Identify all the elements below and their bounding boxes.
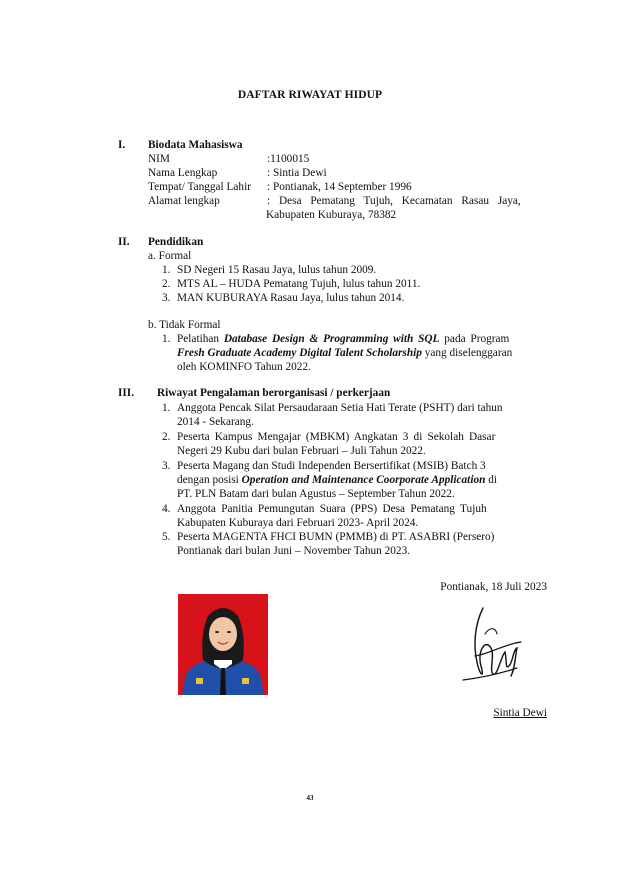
place-and-date: Pontianak, 18 Juli 2023 (440, 581, 547, 593)
bio-value-nim: :1100015 (267, 153, 310, 165)
formal-item-1: SD Negeri 15 Rasau Jaya, lulus tahun 2009. (177, 264, 377, 276)
formal-item-1-number: 1. (162, 264, 171, 276)
bio-label-address: Alamat lengkap (148, 195, 220, 207)
bio-value-address-line2: Kabupaten Kuburaya, 78382 (266, 209, 397, 221)
section-3-number: III. (118, 387, 135, 399)
nonformal-label: b. Tidak Formal (148, 319, 221, 331)
bio-label-birth: Tempat/ Tanggal Lahir (148, 181, 251, 193)
experience-2-number: 2. (162, 431, 171, 443)
signature-image (455, 604, 525, 690)
experience-4-line2: Kabupaten Kuburaya dari Februari 2023- April 2024. (177, 517, 419, 529)
experience-1-line1: Anggota Pencak Silat Persaudaraan Setia Hati Terate (PSHT) dari tahun (177, 402, 503, 414)
profile-photo (178, 594, 268, 695)
section-3-heading: Riwayat Pengalaman berorganisasi / perkerjaan (157, 387, 391, 399)
bio-value-name: : Sintia Dewi (267, 167, 327, 179)
formal-item-2: MTS AL – HUDA Pematang Tujuh, lulus tahun 2011. (177, 278, 421, 290)
bio-value-address: : Desa Pematang Tujuh, Kecamatan Rasau Jaya, (267, 195, 521, 207)
page-number: 43 (306, 794, 314, 802)
experience-2-line2: Negeri 29 Kubu dari bulan Februari – Juli Tahun 2022. (177, 445, 426, 457)
experience-1-number: 1. (162, 402, 171, 414)
formal-item-3-number: 3. (162, 292, 171, 304)
section-1-heading: Biodata Mahasiswa (148, 139, 243, 151)
experience-5-line1: Peserta MAGENTA FHCI BUMN (PMMB) di PT. ASABRI (Persero) (177, 531, 495, 543)
formal-item-2-number: 2. (162, 278, 171, 290)
experience-3-line2: dengan posisi Operation and Maintenance Coorporate Application di (177, 474, 498, 486)
experience-4-number: 4. (162, 503, 171, 515)
section-1-number: I. (118, 139, 126, 151)
document-title: DAFTAR RIWAYAT HIDUP (237, 89, 383, 101)
experience-3-line1: Peserta Magang dan Studi Independen Bersertifikat (MSIB) Batch 3 (177, 460, 486, 472)
formal-label: a. Formal (148, 250, 192, 262)
experience-3-number: 3. (162, 460, 171, 472)
experience-5-number: 5. (162, 531, 171, 543)
experience-5-line2: Pontianak dari bulan Juni – November Tahun 2023. (177, 545, 411, 557)
bio-value-birth: : Pontianak, 14 September 1996 (267, 181, 412, 193)
nonformal-item-1-number: 1. (162, 333, 171, 345)
bio-label-nim: NIM (148, 153, 170, 165)
signatory-name: Sintia Dewi (493, 707, 547, 719)
experience-3-line3: PT. PLN Batam dari bulan Agustus – September Tahun 2022. (177, 488, 455, 500)
nonformal-item-1-line1: Pelatihan Database Design & Programming with SQL pada Program (177, 333, 510, 345)
bio-label-name: Nama Lengkap (148, 167, 218, 179)
section-2-number: II. (118, 236, 130, 248)
section-2-heading: Pendidikan (148, 236, 204, 248)
experience-4-line1: Anggota Panitia Pemungutan Suara (PPS) Desa Pematang Tujuh (177, 503, 487, 515)
experience-2-line1: Peserta Kampus Mengajar (MBKM) Angkatan 3 di Sekolah Dasar (177, 431, 496, 443)
nonformal-item-1-line2: Fresh Graduate Academy Digital Talent Scholarship yang diselenggaran (177, 347, 513, 359)
nonformal-item-1-line3: oleh KOMINFO Tahun 2022. (177, 361, 311, 373)
formal-item-3: MAN KUBURAYA Rasau Jaya, lulus tahun 2014. (177, 292, 405, 304)
experience-1-line2: 2014 - Sekarang. (177, 416, 254, 428)
